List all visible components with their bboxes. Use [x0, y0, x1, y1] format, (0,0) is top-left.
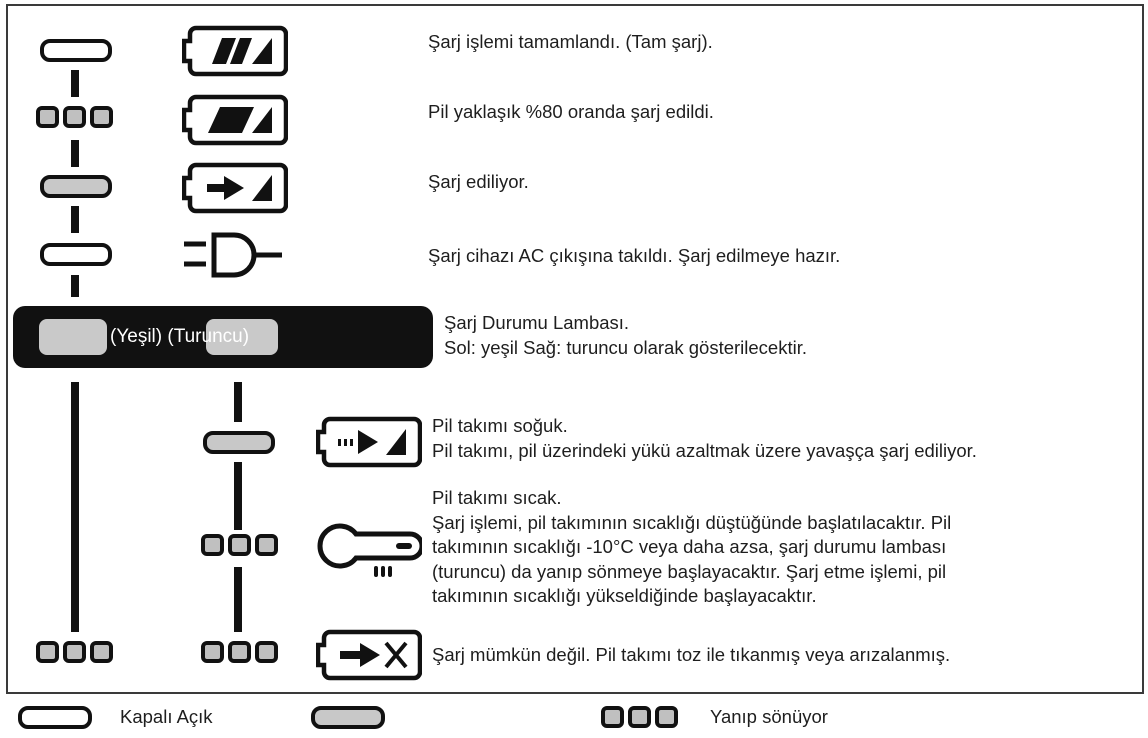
connector-line	[234, 567, 242, 632]
text-line: Pil takımı soğuk.	[432, 415, 568, 436]
lamp-desc: Sol: yeşil Sağ: turuncu olarak gösterilecektir.	[444, 337, 807, 358]
battery-80-icon	[182, 93, 288, 147]
cold-text	[432, 414, 977, 463]
status-text: Şarj ediliyor.	[428, 171, 529, 192]
green-line	[71, 382, 79, 632]
indicator-on	[40, 175, 112, 198]
battery-error-icon	[316, 628, 422, 682]
text-line: takımının sıcaklığı -10°C veya daha azsa, şarj durumu lambası	[432, 536, 947, 557]
legend-blinking-icon	[601, 706, 678, 728]
indicator-off	[40, 243, 112, 266]
status-text: Şarj işlemi tamamlandı. (Tam şarj).	[428, 31, 713, 52]
plug-icon	[184, 230, 286, 280]
connector-line	[234, 462, 242, 530]
indicator-orange-blinking	[201, 534, 278, 556]
indicator-blinking	[36, 641, 113, 663]
error-text: Şarj mümkün değil. Pil takımı toz ile tıkanmış veya arızalanmış.	[432, 644, 951, 665]
connector-line	[71, 140, 79, 167]
battery-full-icon	[182, 24, 288, 78]
status-text: Şarj cihazı AC çıkışına takıldı. Şarj edilmeye hazır.	[428, 245, 841, 266]
connector-line	[71, 70, 79, 97]
connector-line	[71, 275, 79, 297]
indicator-off	[40, 39, 112, 62]
thermometer-icon	[316, 522, 422, 584]
text-line: Pil takımı, pil üzerindeki yükü azaltmak üzere yavaşça şarj ediliyor.	[432, 439, 977, 461]
orange-label: (Turuncu)	[167, 326, 250, 347]
status-text: Pil yaklaşık %80 oranda şarj edildi.	[428, 101, 714, 122]
hot-text	[432, 486, 951, 609]
legend-off-icon	[18, 706, 92, 729]
connector-line	[71, 206, 79, 233]
legend-blinking-label: Yanıp sönüyor	[710, 706, 828, 727]
indicator-orange-blinking	[201, 641, 278, 663]
battery-cold-icon	[316, 415, 422, 469]
green-label: (Yeşil)	[110, 326, 163, 347]
text-line: (turuncu) da yanıp sönmeye başlayacaktır. Şarj etme işlemi, pil	[432, 560, 947, 582]
indicator-blinking	[36, 106, 113, 128]
lamp-labels	[110, 325, 249, 350]
text-line: Pil takımı sıcak.	[432, 487, 562, 508]
connector-line	[234, 382, 242, 422]
battery-charging-icon	[182, 161, 288, 215]
green-lamp-swatch	[39, 319, 107, 355]
lamp-title: Şarj Durumu Lambası.	[444, 312, 630, 333]
text-line: Şarj işlemi, pil takımının sıcaklığı düştüğünde başlatılacaktır. Pil	[432, 511, 952, 533]
text-line: takımının sıcaklığı yükseldiğinde başlayacaktır.	[432, 585, 817, 606]
legend-off-on-label: Kapalı Açık	[120, 706, 213, 727]
indicator-orange-on	[203, 431, 275, 454]
legend-on-icon	[311, 706, 385, 729]
